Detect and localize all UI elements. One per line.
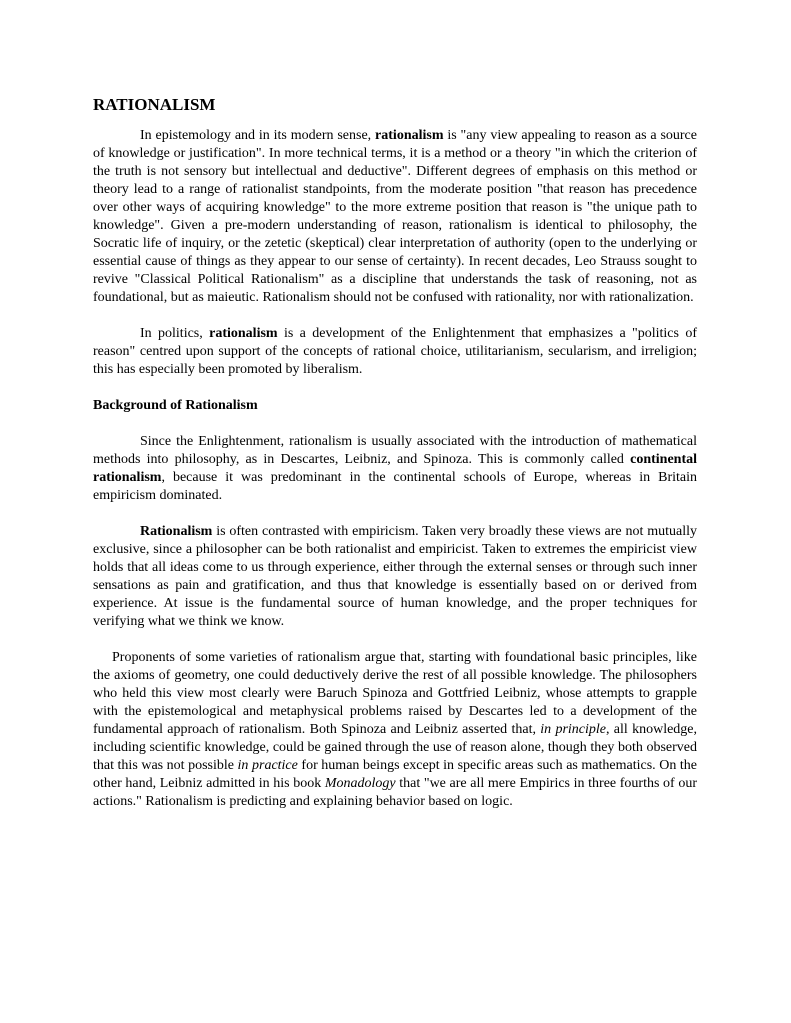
paragraph-text: is a development of the Enlightenment that emphasizes a "politics of reason" centred upon support of the concepts of rational choice, utilitarianism, secularism, and irreligion; this has especially been promoted by liberalism. [93,326,697,377]
paragraph-text: , all knowledge, including scientific knowledge, could be gained through the use of reason alone, though they both observed that this was not possible [93,722,698,773]
bold-term: rationalism [209,326,278,341]
paragraph-text: , because it was predominant in the continental schools of Europe, whereas in Britain empiricism dominated. [93,470,697,503]
bold-term: rationalism [375,128,444,143]
paragraph-empiricism [93,523,697,631]
paragraph-text: is "any view appealing to reason as a source of knowledge or justification". In more technical terms, it is a method or a theory "in which the criterion of the truth is not sensory but intellectual and deductive". Different degrees of emphasis on this method or theory lead to a range of rationalist standpoints, from the moderate position "that reason has precedence over other ways of acquiring knowledge" to the more extreme position that reason is "the unique path to knowledge". Given a pre-modern understanding of reason, rationalism is identical to philosophy, the Socratic life of inquiry, or the zetetic (skeptical) clear interpretation of authority (open to the underlying or essential cause of things as they appear to our sense of certainty). In recent decades, Leo Strauss sought to revive "Classical Political Rationalism" as a discipline that understands the task of reasoning, not as foundational, but as maieutic. Rationalism should not be confused with rationality, nor with rationalization. [93,128,697,305]
paragraph-text: that "we are all mere Empirics in three fourths of our actions." Rationalism is predicting and explaining behavior based on logic. [93,776,697,809]
paragraph-text: is often contrasted with empiricism. Taken very broadly these views are not mutually exclusive, since a philosopher can be both rationalist and empiricist. Taken to extremes the empiricist view holds that all ideas come to us through experience, either through the external senses or through such inner sensations as pain and gratification, and thus that knowledge is essentially based on or derived from experience. At issue is the fundamental source of human knowledge, and the proper techniques for verifying what we think we know. [93,524,697,629]
paragraph-text: In epistemology and in its modern sense, [140,128,376,143]
paragraph-proponents [93,649,697,811]
italic-phrase: in practice [237,758,298,773]
page-title: RATIONALISM [93,95,216,114]
section-heading-background: Background of Rationalism [93,398,258,413]
paragraph-text: Since the Enlightenment, rationalism is usually associated with the introduction of mathematical methods into philosophy, as in Descartes, Leibniz, and Spinoza. This is commonly called [93,434,697,467]
paragraph-text: In politics, [140,326,210,341]
italic-phrase: in principle [540,722,606,737]
bold-term: Rationalism [140,524,213,539]
document-page [93,95,697,829]
bold-term: continental rationalism [93,452,697,485]
paragraph-definition [93,127,697,307]
book-title: Monadology [324,776,396,791]
paragraph-text: for human beings except in specific areas such as mathematics. On the other hand, Leibniz admitted in his book [93,758,697,791]
paragraph-politics [93,325,697,379]
paragraph-enlightenment [93,433,697,505]
paragraph-text: Proponents of some varieties of rationalism argue that, starting with foundational basic principles, like the axioms of geometry, one could deductively derive the rest of all possible knowledge. The philosophers who held this view most clearly were Baruch Spinoza and Gottfried Leibniz, whose attempts to grapple with the epistemological and metaphysical problems raised by Descartes led to a development of the fundamental approach of rationalism. Both Spinoza and Leibniz asserted that, [93,650,697,737]
